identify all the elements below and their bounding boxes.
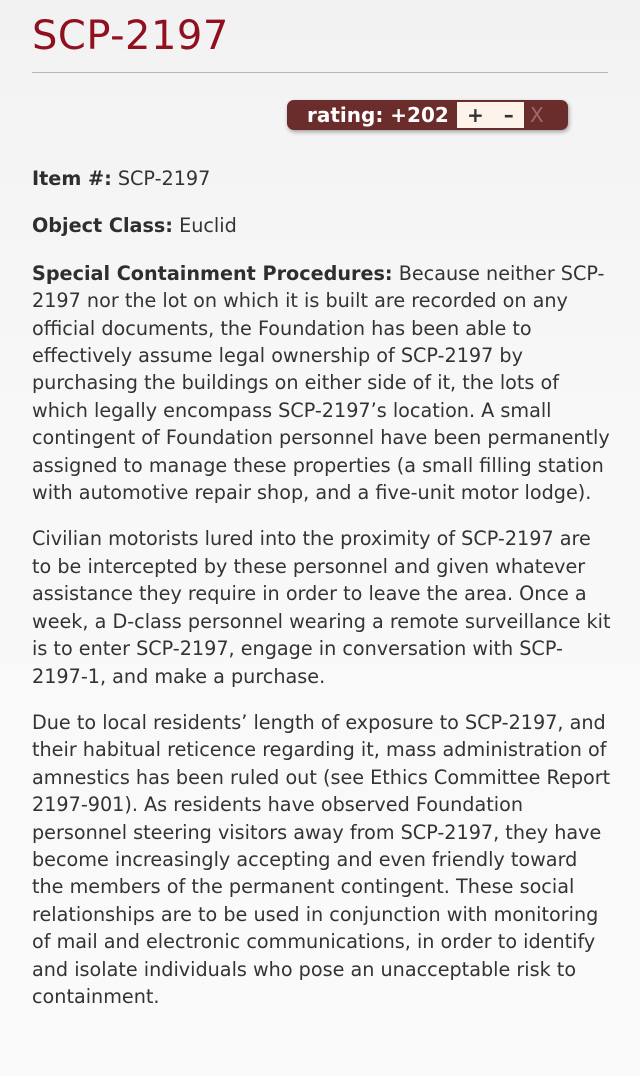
item-number-value: SCP-2197 [111,167,211,190]
rating-module [287,100,568,130]
containment-procedures-text: Because neither SCP-2197 nor the lot on which it is built are recorded on any official documents, the Foundation has been able to effectively assume legal ownership of SCP-2197 by purchasing the buildings on either side of it, the lots of which legally encompass SCP-2197’s location. A small contingent of Foundation personnel have been permanently assigned to manage these properties (a small filling station with automotive repair shop, and a five-unit motor lodge). [32,261,610,505]
containment-procedures-label: Special Containment Procedures: [32,261,393,285]
item-number-label: Item #: [32,167,112,190]
item-number-line [32,165,612,192]
vote-buttons [457,102,524,128]
object-class-value: Euclid [172,214,237,238]
containment-procedures-paragraph [32,260,612,507]
title-divider [32,72,608,73]
downvote-button[interactable]: – [503,103,514,127]
cancel-vote-button[interactable]: X [530,103,544,127]
upvote-button[interactable]: + [467,103,484,127]
article-content [32,165,612,1029]
object-class-label: Object Class: [32,214,173,238]
body-paragraph: Civilian motorists lured into the proximity of SCP-2197 are to be intercepted by these personnel and given whatever assistance they require in order to leave the area. Once a week, a D-class personnel wearing a remote surveillance kit is to enter SCP-2197, engage in conversation with SCP-2197-1, and make a purchase. [32,527,611,688]
body-paragraph: Due to local residents’ length of exposure to SCP-2197, and their habitual reticence regarding it, mass administration of amnestics has been ruled out (see Ethics Committee Report 2197-901). As residents have observed Foundation personnel steering visitors away from SCP-2197, they have become increasingly accepting and even friendly toward the members of the permanent contingent. These social relationships are to be used in conjunction with monitoring of mail and electronic communications, in order to identify and isolate individuals who pose an unacceptable risk to containment. [32,710,611,1008]
rating-score: rating: +202 [307,103,449,127]
object-class-line [32,212,612,239]
page-title: SCP-2197 [32,13,229,59]
